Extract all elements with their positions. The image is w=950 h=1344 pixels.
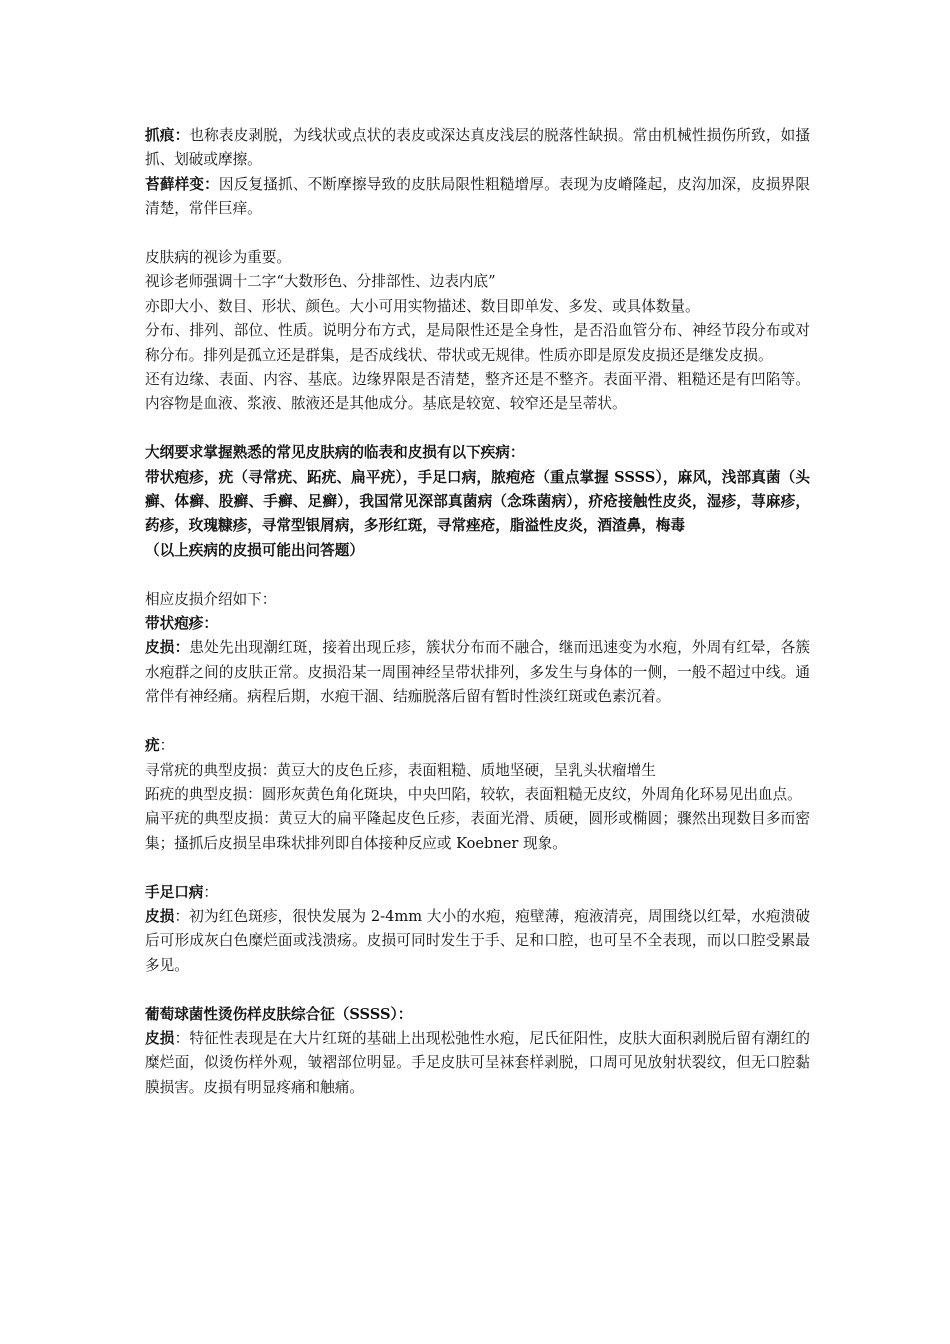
term-lesion: 皮损：	[145, 639, 190, 657]
paragraph-plantar-wart: 跖疣的典型皮损：圆形灰黄色角化斑块，中央凹陷，较软，表面粗糙无皮纹，外周角化环易见出血点。	[145, 785, 802, 803]
paragraph-common-wart: 寻常疣的典型皮损：黄豆大的皮色丘疹，表面粗糙、质地坚硬，呈乳头状瘤增生	[145, 761, 656, 779]
lesion-intro: 相应皮损介绍如下：	[145, 590, 277, 608]
paragraph-scratch	[145, 124, 810, 173]
term-lichenification: 苔藓样变：	[145, 175, 219, 193]
hfmd-lesion-text: ：初为红色斑疹，很快发展为 2-4mm 大小的水疱，疱壁薄，疱液清亮，周围绕以红晕，水疱溃破后可形成灰白色糜烂面或浅溃疡。皮损可同时发生于手、足和口腔，也可呈不全表现，而以口腔受累最多见。	[145, 907, 810, 974]
term-lesion: 皮损	[145, 1029, 175, 1047]
paragraph-inspection-intro: 皮肤病的视诊为重要。	[145, 249, 291, 267]
syllabus-heading: 大纲要求掌握熟悉的常见皮肤病的临表和皮损有以下疾病：	[145, 444, 525, 462]
paragraph-ssss-lesion	[145, 1027, 810, 1100]
syllabus-disease-list: 带状疱疹，疣（寻常疣、跖疣、扁平疣），手足口病，脓疱疮（重点掌握 SSSS），麻风，浅部真菌（头癣、体癣、股癣、手癣、足癣），我国常见深部真菌病（念珠菌病），疥疮接触性皮炎，湿疹，荨麻疹，药疹，玫瑰糠疹，寻常型银屑病，多形红斑，寻常痤疮，脂溢性皮炎，酒渣鼻，梅毒	[145, 468, 810, 535]
section-title-hfmd	[145, 881, 810, 905]
definition-scratch: 也称表皮剥脱，为线状或点状的表皮或深达真皮浅层的脱落性缺损。常由机械性损伤所致，如搔抓、划破或摩擦。	[145, 127, 810, 169]
paragraph-flat-wart: 扁平疣的典型皮损：黄豆大的扁平隆起皮色丘疹，表面光滑、质硬，圆形或椭圆；骤然出现数目多而密集；搔抓后皮损呈串珠状排列即自体接种反应或 Koebner 现象。	[145, 810, 810, 852]
paragraph-size-number: 亦即大小、数目、形状、颜色。大小可用实物描述、数目即单发、多发、或具体数量。	[145, 297, 700, 315]
term-scratch: 抓痕：	[145, 127, 190, 144]
section-title-ssss: 葡萄球菌性烫伤样皮肤综合征（SSSS）：	[145, 1005, 413, 1023]
paragraph-lichenification	[145, 173, 810, 222]
hfmd-title: 手足口病	[145, 883, 204, 901]
blank-line	[145, 856, 810, 880]
herpes-zoster-lesion-text: 患处先出现潮红斑，接着出现丘疹，簇状分布而不融合，继而迅速变为水疱，外周有红晕，各簇水疱群之间的皮肤正常。皮损沿某一周围神经呈带状排列，多发生与身体的一侧，一般不超过中线。通常伴有神经痛。病程后期，水疱干涸、结痂脱落后留有暂时性淡红斑或色素沉着。	[145, 639, 810, 706]
wart-title-colon: ：	[159, 737, 175, 755]
document-page	[145, 124, 810, 1100]
term-lesion: 皮损	[145, 907, 175, 925]
definition-lichenification: 因反复搔抓、不断摩擦导致的皮肤局限性粗糙增厚。表现为皮嵴隆起，皮沟加深，皮损界限清楚，常伴巨痒。	[145, 175, 810, 218]
paragraph-distribution: 分布、排列、部位、性质。说明分布方式，是局限性还是全身性，是否沿血管分布、神经节段分布或对称分布。排列是孤立还是群集，是否成线状、带状或无规律。性质亦即是原发皮损还是继发皮损。	[145, 322, 810, 364]
blank-line	[145, 222, 810, 246]
section-title-wart	[145, 734, 810, 758]
blank-line	[145, 417, 810, 441]
hfmd-title-colon: ：	[203, 883, 218, 901]
syllabus-note: （以上疾病的皮损可能出问答题）	[145, 541, 364, 559]
paragraph-border-surface: 还有边缘、表面、内容、基底。边缘界限是否清楚，整齐还是不整齐。表面平滑、粗糙还是有凹陷等。内容物是血液、浆液、脓液还是其他成分。基底是较宽、较窄还是呈蒂状。	[145, 371, 810, 413]
paragraph-hfmd-lesion	[145, 905, 810, 978]
wart-title: 疣	[145, 737, 160, 755]
blank-line	[145, 978, 810, 1002]
section-title-herpes-zoster: 带状疱疹：	[145, 615, 218, 633]
blank-line	[145, 563, 810, 587]
blank-line	[145, 710, 810, 734]
paragraph-inspection-twelve-chars: 视诊老师强调十二字“大数形色、分排部性、边表内底”	[145, 273, 496, 291]
paragraph-herpes-zoster-lesion	[145, 636, 810, 709]
ssss-lesion-text: ：特征性表现是在大片红斑的基础上出现松弛性水疱，尼氏征阳性，皮肤大面积剥脱后留有潮红的糜烂面，似烫伤样外观，皱褶部位明显。手足皮肤可呈袜套样剥脱，口周可见放射状裂纹，但无口腔黏膜损害。皮损有明显疼痛和触痛。	[145, 1029, 810, 1096]
